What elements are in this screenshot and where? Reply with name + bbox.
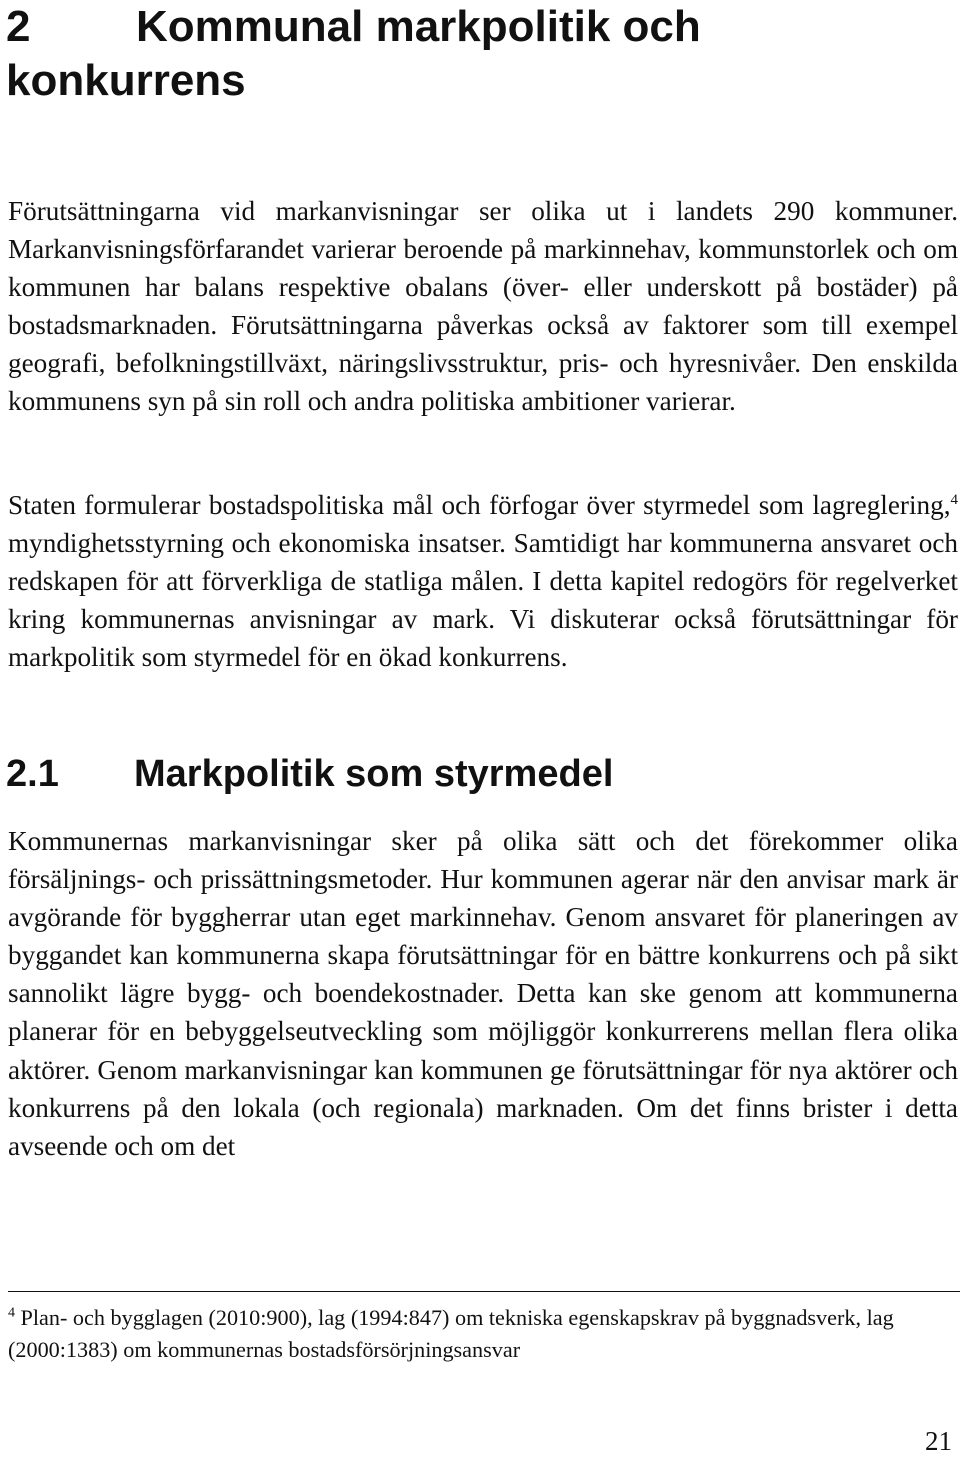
footnote <box>8 1302 958 1366</box>
chapter-title-line2: konkurrens <box>6 56 246 105</box>
paragraph-state-policy <box>8 486 958 676</box>
footnote-reference[interactable]: 4 <box>950 491 958 508</box>
section-number: 2.1 <box>6 753 59 795</box>
chapter-heading <box>6 0 946 108</box>
paragraph-land-policy: Kommunernas markanvisningar sker på olika sätt och det förekommer olika försäljnings- och prissättningsmetoder. Hur kommunen agerar när den anvisar mark är avgörande för byggherrar utan eget markinnehav. Genom ansvaret för planeringen av byggandet kan kommunerna skapa förutsättningar för en bättre konkurrens och på sikt sannolikt lägre bygg- och boendekostnader. Detta kan ske genom att kommunerna planerar för en bebyggelseutveckling som möjliggör konkurrerens mellan flera olika aktörer. Genom markanvisningar kan kommunen ge förutsättningar för nya aktörer och konkurrens på den lokala (och regionala) marknaden. Om det finns brister i detta avseende och om det <box>8 826 958 1161</box>
footnote-divider <box>8 1291 960 1292</box>
chapter-number: 2 <box>6 2 31 51</box>
section-heading <box>6 748 946 800</box>
footnote-text: Plan- och bygglagen (2010:900), lag (1994:847) om tekniska egenskapskrav på byggnadsverk, lag (2000:1383) om kommunernas bostadsförsörjningsansvar <box>8 1305 894 1362</box>
paragraph-intro: Förutsättningarna vid markanvisningar ser olika ut i landets 290 kommuner. Markanvisningsförfarandet varierar beroende på markinnehav, kommunstorlek och om kommunen har balans respektive obalans (över- eller underskott på bostäder) på bostadsmarknaden. Förutsättningarna påverkas också av faktorer som till exempel geografi, befolkningstillväxt, näringslivsstruktur, pris- och hyresnivåer. Den enskilda kommunens syn på sin roll och andra politiska ambitioner varierar. <box>8 196 958 417</box>
paragraph-state-policy-part2: myndighetsstyrning och ekonomiska insatser. Samtidigt har kommunerna ansvaret och redskapen för att förverkliga de statliga målen. I detta kapitel redogörs för regelverket kring kommunernas anvisningar av mark. Vi diskuterar också förutsättningar för markpolitik som styrmedel för en ökad konkurrens. <box>8 528 958 673</box>
section-title: Markpolitik som styrmedel <box>134 753 614 795</box>
footnote-number: 4 <box>8 1305 15 1321</box>
page-number: 21 <box>925 1426 952 1456</box>
chapter-title-line1: Kommunal markpolitik och <box>136 2 701 51</box>
paragraph-state-policy-part1: Staten formulerar bostadspolitiska mål och förfogar över styrmedel som lagreglering, <box>8 490 951 520</box>
